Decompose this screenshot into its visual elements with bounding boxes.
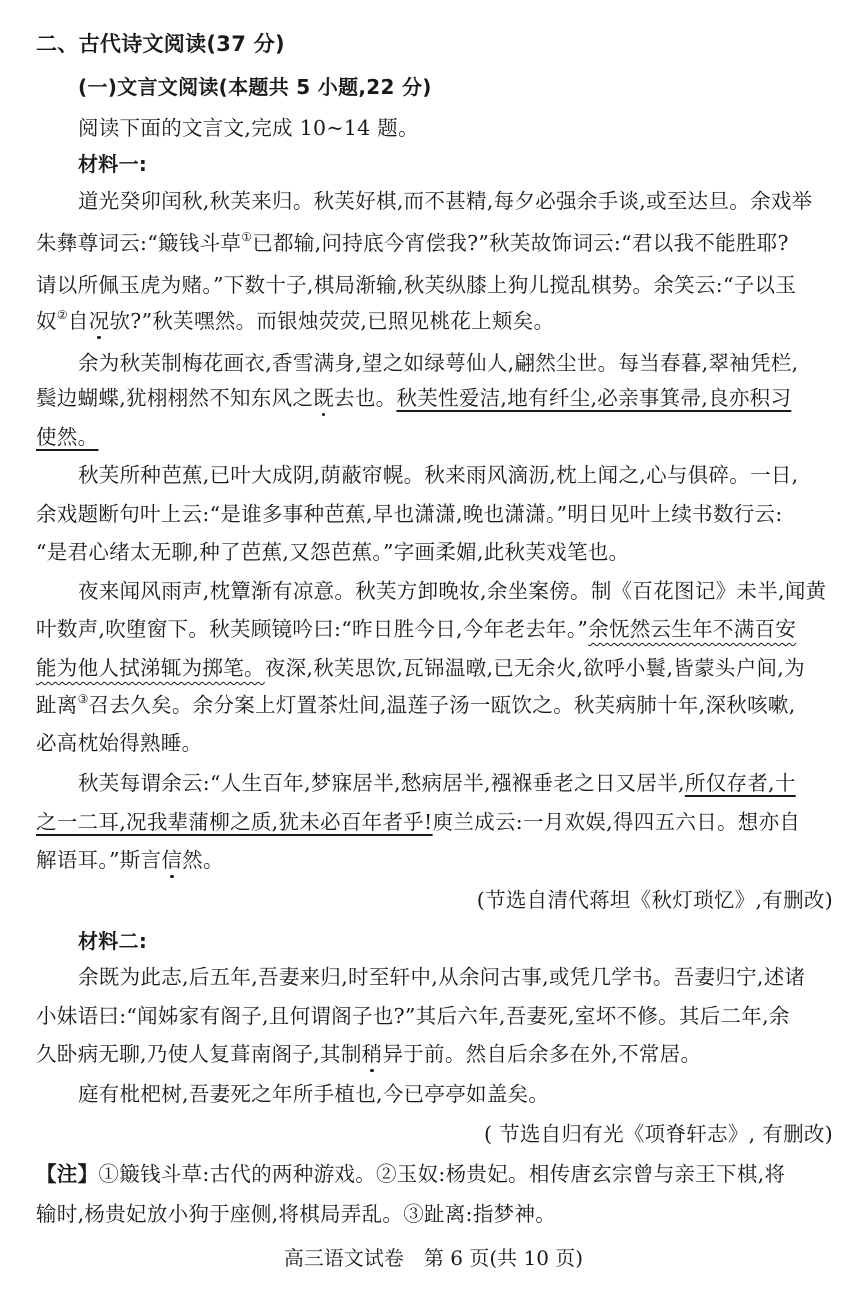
material-1-label: 材料一: xyxy=(78,152,148,176)
section-title: 二、古代诗文阅读(37 分) xyxy=(36,32,285,56)
underlined-sentence: 所仅存者,十 xyxy=(684,771,796,795)
page-footer: 高三语文试卷 第 6 页(共 10 页) xyxy=(283,1246,584,1270)
wavy-underlined-sentence: 能为他人拭涕辄为掷笔。 xyxy=(36,656,265,680)
notes-line: 【注】①簸钱斗草:古代的两种游戏。②玉奴:杨贵妃。相传唐玄宗曾与亲王下棋,将 xyxy=(36,1162,786,1186)
underlined-sentence: 使然。 xyxy=(36,425,99,449)
text-line: 鬓边蝴蝶,犹栩栩然不知东风之既去也。秋芙性爱洁,地有纤尘,必亲事箕帚,良亦积习 xyxy=(36,386,792,410)
text-line: 之一二耳,况我辈蒲柳之质,犹未必百年者乎!庾兰成云:一月欢娱,得四五六日。想亦自 xyxy=(36,810,801,834)
wavy-underlined-sentence: 余怃然云生年不满百安 xyxy=(588,617,797,641)
dotted-char: 信 xyxy=(161,848,183,872)
text-line: 奴②自况欤?”秋芙嘿然。而银烛荧荧,已照见桃花上颊矣。 xyxy=(36,308,555,333)
text-line xyxy=(36,423,98,451)
text-line: 道光癸卯闰秋,秋芙来归。秋芙好棋,而不甚精,每夕必强余手谈,或至达旦。余戏举 xyxy=(78,189,813,213)
text-line: 叶数声,吹堕窗下。秋芙顾镜吟曰:“昨日胜今日,今年老去年。”余怃然云生年不满百安 xyxy=(36,617,797,641)
text-line: 解语耳。”斯言信然。 xyxy=(36,848,224,872)
source-citation: (节选自清代蒋坦《秋灯琐忆》,有删改) xyxy=(476,888,833,912)
dotted-char: 既 xyxy=(313,386,335,410)
sub-title: (一)文言文阅读(本题共 5 小题,22 分) xyxy=(78,75,432,99)
note-ref-1: ① xyxy=(241,230,253,244)
text-line: 余为秋芙制梅花画衣,香雪满身,望之如绿萼仙人,翩然尘世。每当春暮,翠袖凭栏, xyxy=(78,351,799,375)
source-citation: ( 节选自归有光《项脊轩志》, 有删改) xyxy=(483,1122,833,1146)
dotted-char: 稍 xyxy=(361,1042,383,1066)
text-line: 必高枕始得熟睡。 xyxy=(36,731,203,755)
text-line: 庭有枇杷树,吾妻死之年所手植也,今已亭亭如盖矣。 xyxy=(78,1082,550,1106)
text-line: 秋芙每谓余云:“人生百年,梦寐居半,愁病居半,襁褓垂老之日又居半,所仅存者,十 xyxy=(78,771,796,795)
note-ref-3: ③ xyxy=(77,692,89,706)
material-2-label: 材料二: xyxy=(78,929,148,953)
text-line: 请以所佩玉虎为赌。”下数十子,棋局渐输,秋芙纵膝上狗儿搅乱棋势。余笑云:“子以玉 xyxy=(36,273,797,297)
text-line: 秋芙所种芭蕉,已叶大成阴,荫蔽帘幌。秋来雨风滴沥,枕上闻之,心与俱碎。一日, xyxy=(78,463,799,487)
text-line: 能为他人拭涕辄为掷笔。夜深,秋芙思饮,瓦铞温暾,已无余火,欲呼小鬟,皆蒙头户间,为 xyxy=(36,656,805,680)
underlined-sentence: 秋芙性爱洁,地有纤尘,必亲事箕帚,良亦积习 xyxy=(396,386,792,410)
text-line: 夜来闻风雨声,枕簟渐有凉意。秋芙方卸晚妆,余坐案傍。制《百花图记》未半,闻黄 xyxy=(78,579,827,603)
dotted-char: 况 xyxy=(88,309,110,333)
text-line: 余既为此志,后五年,吾妻来归,时至轩中,从余问古事,或凭几学书。吾妻归宁,述诸 xyxy=(78,965,806,989)
text-line: “是君心绪太无聊,种了芭蕉,又怨芭蕉。”字画柔媚,此秋芙戏笔也。 xyxy=(36,540,630,564)
text-line: 小妹语曰:“闻姊家有阁子,且何谓阁子也?”其后六年,吾妻死,室坏不修。其后二年,余 xyxy=(36,1004,790,1028)
instruction: 阅读下面的文言文,完成 10~14 题。 xyxy=(78,116,419,140)
text-line: 朱彝尊词云:“簸钱斗草①已都输,问持底今宵偿我?”秋芙故饰词云:“君以我不能胜耶? xyxy=(36,230,789,255)
text-line: 久卧病无聊,乃使人复葺南阁子,其制稍异于前。然自后余多在外,不常居。 xyxy=(36,1042,702,1066)
text-line: 余戏题断句叶上云:“是谁多事种芭蕉,早也潇潇,晚也潇潇。”明日见叶上续书数行云: xyxy=(36,502,783,526)
notes-label: 【注】 xyxy=(36,1162,99,1186)
note-ref-2: ② xyxy=(56,308,68,322)
underlined-sentence: 之一二耳,况我辈蒲柳之质,犹未必百年者乎! xyxy=(36,810,433,834)
notes-line: 输时,杨贵妃放小狗于座侧,将棋局弄乱。③趾离:指梦神。 xyxy=(36,1202,557,1226)
text-line: 趾离③召去久矣。余分案上灯置茶灶间,温莲子汤一瓯饮之。秋芙病肺十年,深秋咳嗽, xyxy=(36,692,796,717)
